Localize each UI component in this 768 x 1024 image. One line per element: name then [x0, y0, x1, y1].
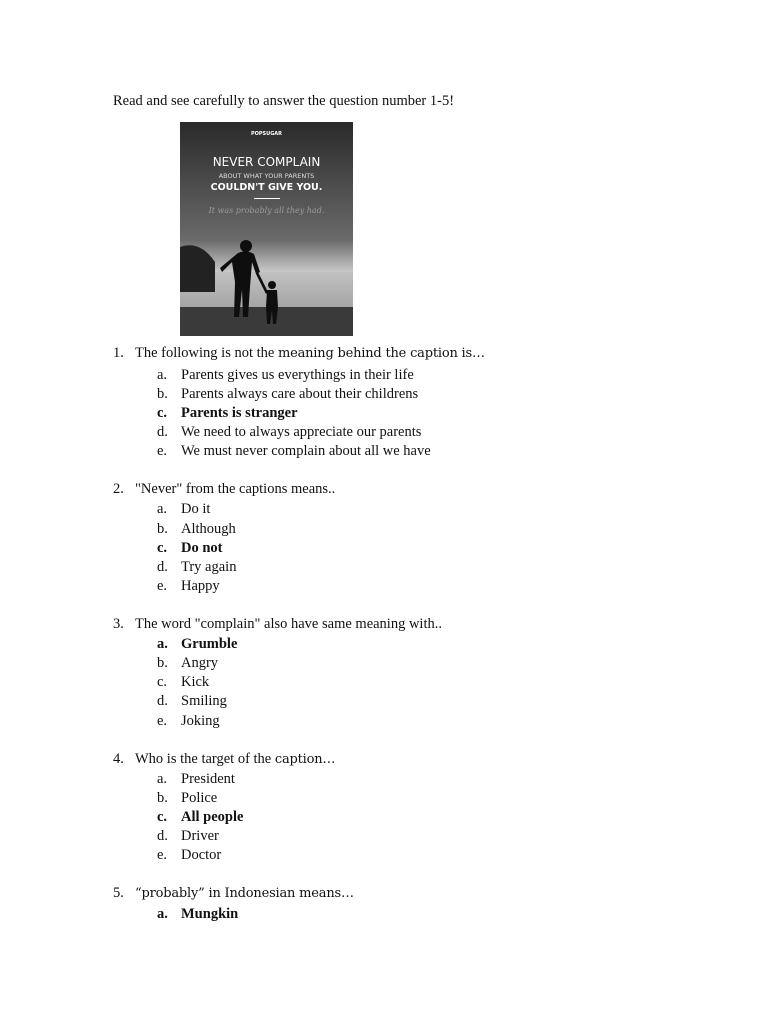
option-3b: b. Angry [157, 655, 219, 671]
poster-brand: POPSUGAR [250, 131, 283, 137]
question-text: “probably” in Indonesian means… [135, 886, 354, 901]
option-4b: b. Police [157, 790, 218, 806]
option-3d: d. Smiling [157, 693, 227, 709]
option-1b: b. Parents always care about their childrens [157, 386, 419, 402]
option-2d: d. Try again [157, 559, 237, 575]
question-text: The following is not the meaning behind the caption is… [135, 345, 485, 361]
question-number: 1. [113, 345, 124, 361]
poster-line-2: ABOUT WHAT YOUR PARENTS [218, 172, 315, 180]
question-number: 5. [113, 885, 124, 901]
poster-line-1: NEVER COMPLAIN [212, 155, 321, 169]
question-2 [113, 481, 335, 498]
option-1d: d. We need to always appreciate our parents [157, 424, 422, 440]
option-4a: a. President [157, 771, 235, 787]
question-3 [113, 616, 442, 633]
question-text: The word "complain" also have same meaning with.. [135, 616, 442, 632]
option-2b: b. Although [157, 521, 236, 537]
option-2e: e. Happy [157, 578, 220, 594]
question-number: 3. [113, 616, 124, 632]
option-3c: c. Kick [157, 674, 210, 690]
option-2a: a. Do it [157, 501, 211, 517]
question-number: 4. [113, 751, 124, 767]
option-3e: e. Joking [157, 713, 220, 729]
question-number: 2. [113, 481, 124, 497]
option-1c: c. Parents is stranger [157, 405, 298, 421]
question-1 [113, 345, 485, 362]
poster-image [180, 122, 353, 336]
poster-line-3: COULDN'T GIVE YOU. [210, 182, 323, 193]
question-text: "Never" from the captions means.. [135, 481, 336, 497]
option-1e: e. We must never complain about all we have [157, 443, 431, 459]
option-2c: c. Do not [157, 540, 223, 556]
poster-line-4: It was probably all they had. [208, 206, 325, 215]
option-5a: a. Mungkin [157, 906, 239, 922]
option-4c: c. All people [157, 809, 244, 825]
question-5 [113, 885, 354, 902]
option-3a: a. Grumble [157, 636, 238, 652]
question-text: Who is the target of the caption… [135, 751, 336, 767]
option-4e: e. Doctor [157, 847, 222, 863]
poster-divider [254, 198, 280, 199]
option-4d: d. Driver [157, 828, 219, 844]
instruction-text: Read and see carefully to answer the question number 1-5! [113, 93, 455, 109]
question-4 [113, 751, 335, 768]
option-1a: a. Parents gives us everythings in their life [157, 367, 414, 383]
